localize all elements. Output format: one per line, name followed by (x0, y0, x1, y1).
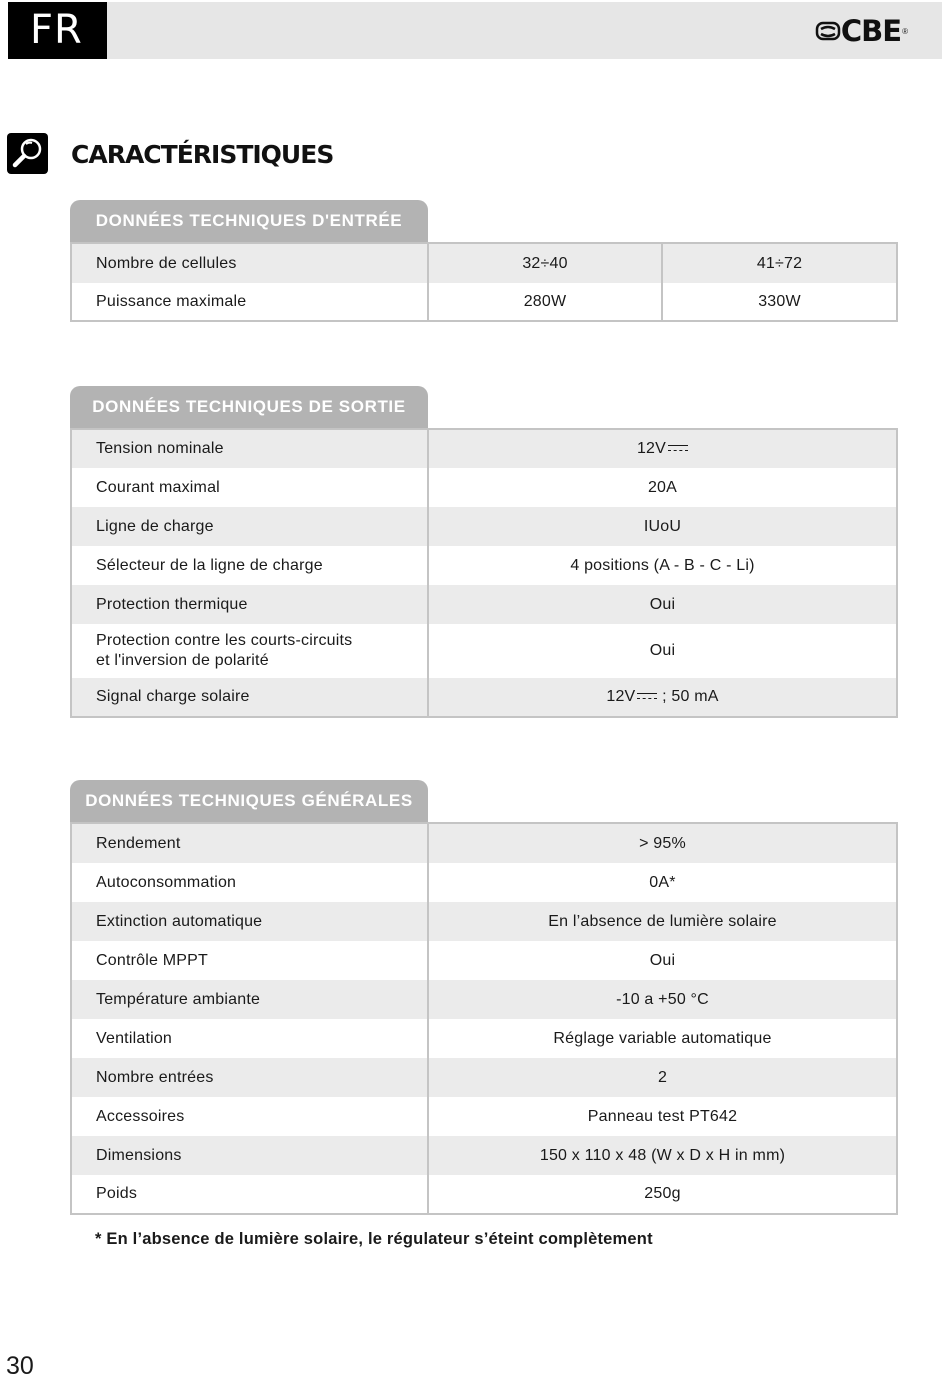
row-value: 150 x 110 x 48 (W x D x H in mm) (539, 1146, 786, 1164)
row-value: Oui (649, 642, 676, 659)
table-row (72, 980, 896, 1019)
row-value (429, 430, 896, 468)
output-specs-table (70, 386, 898, 718)
row-label: Extinction automatique (72, 902, 429, 941)
row-label: Température ambiante (72, 980, 429, 1019)
row-value: En l’absence de lumière solaire (548, 912, 777, 930)
row-value: -10 a +50 °C (616, 990, 709, 1008)
dc-symbol-icon (637, 692, 657, 702)
output-table-grid (70, 428, 898, 718)
table-row (72, 1058, 896, 1097)
input-table-grid (70, 242, 898, 322)
table-row (72, 1097, 896, 1136)
table-row (72, 1136, 896, 1175)
general-specs-table (70, 780, 898, 1215)
page-number: 30 (6, 1352, 34, 1380)
row-label: Nombre entrées (72, 1058, 429, 1097)
row-value: 0A* (649, 873, 676, 891)
table-row (72, 678, 896, 716)
row-value: 2 (657, 1068, 668, 1086)
language-label: FR (8, 2, 107, 59)
table-row (72, 1019, 896, 1058)
table-row (72, 546, 896, 585)
row-value-range-1: 280W (429, 283, 663, 320)
dc-symbol-icon (668, 444, 688, 454)
input-specs-table (70, 200, 898, 322)
row-value-range-2: 330W (758, 292, 801, 310)
row-label: Puissance maximale (72, 283, 429, 320)
brand-logo (815, 16, 908, 46)
row-value-range-2: 41÷72 (756, 254, 803, 272)
output-table-title: DONNÉES TECHNIQUES DE SORTIE (70, 386, 428, 428)
table-row (72, 1175, 896, 1213)
table-row (72, 941, 896, 980)
general-table-grid (70, 822, 898, 1215)
brand-name: CBE (840, 14, 902, 48)
table-row (72, 824, 896, 863)
voltage-value: 12V (636, 440, 667, 457)
table-row (72, 468, 896, 507)
table-row (72, 507, 896, 546)
section-title: CARACTÉRISTIQUES (71, 140, 334, 169)
table-row (72, 244, 896, 283)
row-label: Protection thermique (72, 585, 429, 624)
row-value: IUoU (643, 517, 682, 535)
row-label: Dimensions (72, 1136, 429, 1175)
voltage-value: 12V (606, 688, 636, 705)
row-label-line-1: Protection contre les courts-circuits (96, 632, 353, 649)
row-value: Panneau test PT642 (587, 1107, 738, 1125)
row-label: Accessoires (72, 1097, 429, 1136)
row-value: Oui (649, 595, 676, 613)
registered-mark: ® (902, 26, 908, 36)
table-row (72, 585, 896, 624)
row-value: 4 positions (A - B - C - Li) (570, 556, 755, 574)
row-label: Sélecteur de la ligne de charge (72, 546, 429, 585)
row-label-line-2: et l'inversion de polarité (96, 652, 269, 669)
general-table-title: DONNÉES TECHNIQUES GÉNÉRALES (70, 780, 428, 822)
row-value: 20A (647, 478, 678, 496)
table-row (72, 283, 896, 320)
footnote: * En l’absence de lumière solaire, le régulateur s’éteint complètement (95, 1230, 653, 1248)
row-label: Courant maximal (72, 468, 429, 507)
row-label (72, 624, 429, 678)
row-value: 250g (644, 1185, 681, 1202)
table-row (72, 902, 896, 941)
magnifier-icon (7, 133, 48, 174)
input-table-title: DONNÉES TECHNIQUES D'ENTRÉE (70, 200, 428, 242)
row-label: Tension nominale (72, 430, 429, 468)
current-value: ; 50 mA (662, 688, 719, 705)
row-label: Poids (72, 1175, 429, 1213)
cbe-emblem-icon (815, 19, 841, 43)
table-row (72, 624, 896, 678)
row-value: > 95% (639, 834, 686, 852)
row-label: Nombre de cellules (72, 244, 429, 283)
row-label: Signal charge solaire (72, 678, 429, 716)
row-value: Réglage variable automatique (553, 1029, 772, 1047)
table-row (72, 863, 896, 902)
row-label: Ventilation (72, 1019, 429, 1058)
row-value: Oui (649, 951, 676, 969)
table-row (72, 430, 896, 468)
row-label: Autoconsommation (72, 863, 429, 902)
row-label: Ligne de charge (72, 507, 429, 546)
row-label: Contrôle MPPT (72, 941, 429, 980)
row-value-range-1: 32÷40 (429, 244, 663, 283)
page-header (8, 2, 942, 59)
row-value (429, 678, 896, 716)
row-label: Rendement (72, 824, 429, 863)
